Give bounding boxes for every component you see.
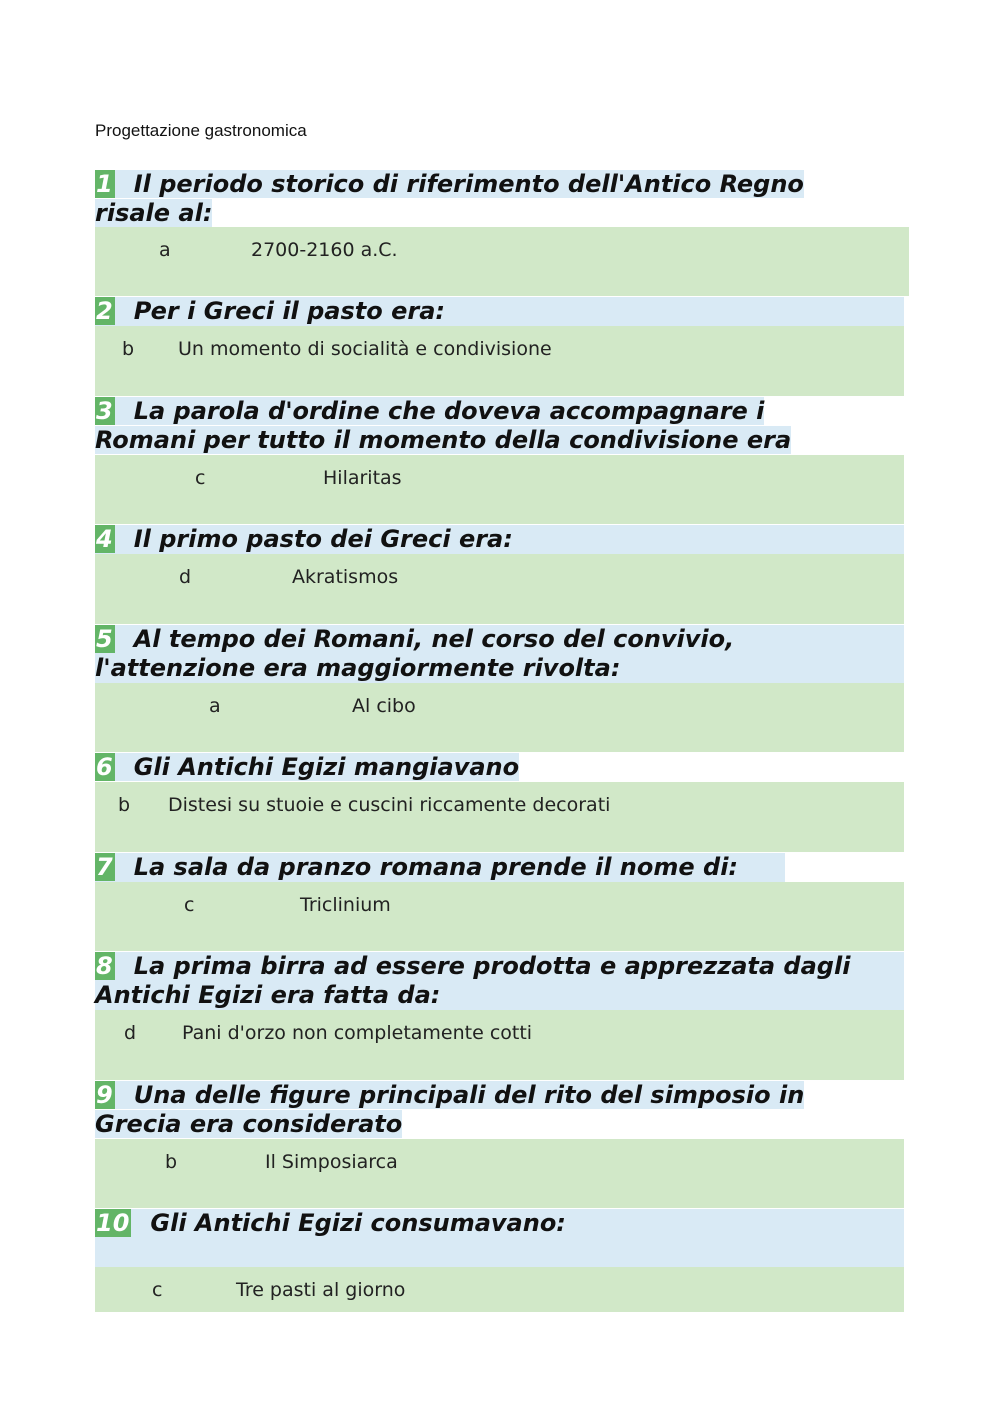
question-number: 4	[96, 525, 113, 553]
question-number: 10	[96, 1209, 130, 1237]
question-text-line1: Per i Greci il pasto era:	[133, 297, 446, 325]
question-number: 2	[96, 297, 113, 325]
answer-2	[95, 326, 904, 396]
question-10	[95, 1209, 566, 1238]
answer-letter: c	[152, 1279, 163, 1301]
answer-text: Tre pasti al giorno	[236, 1279, 406, 1301]
answer-letter: a	[209, 695, 221, 717]
question-5	[95, 625, 734, 683]
question-6	[95, 753, 519, 782]
answer-6	[95, 782, 904, 852]
question-1	[95, 170, 804, 228]
answer-text: Hilaritas	[323, 467, 402, 489]
answer-text: Akratismos	[292, 566, 399, 588]
answer-5	[95, 683, 904, 752]
question-number: 5	[96, 625, 113, 653]
question-text-line1: Gli Antichi Egizi mangiavano	[133, 753, 520, 781]
answer-3	[95, 455, 904, 524]
question-text-line1: La sala da pranzo romana prende il nome di:	[133, 853, 739, 881]
question-text-line2: Romani per tutto il momento della condivisione era	[95, 426, 792, 454]
question-number: 8	[96, 952, 113, 980]
question-text-line1: La prima birra ad essere prodotta e apprezzata dagli	[133, 952, 851, 980]
question-number: 6	[96, 753, 113, 781]
question-9	[95, 1081, 804, 1139]
question-text-line1: Gli Antichi Egizi consumavano:	[150, 1209, 566, 1237]
answer-text: Distesi su stuoie e cuscini riccamente decorati	[168, 794, 611, 816]
answer-7	[95, 882, 904, 951]
answer-letter: b	[122, 338, 135, 360]
answer-1	[95, 227, 909, 296]
question-number: 7	[96, 853, 113, 881]
answer-letter: a	[159, 239, 171, 261]
answer-letter: c	[195, 467, 206, 489]
answer-4	[95, 554, 904, 624]
question-3	[95, 397, 791, 455]
answer-letter: d	[124, 1022, 137, 1044]
question-text-line1: Una delle figure principali del rito del simposio in	[133, 1081, 805, 1109]
answer-text: 2700-2160 a.C.	[251, 239, 398, 261]
answer-text: Pani d'orzo non completamente cotti	[182, 1022, 533, 1044]
answer-letter: b	[118, 794, 131, 816]
question-text-line2: Antichi Egizi era fatta da:	[95, 981, 441, 1009]
answer-8	[95, 1010, 904, 1080]
answer-text: Un momento di socialità e condivisione	[178, 338, 552, 360]
question-text-line1: Il primo pasto dei Greci era:	[133, 525, 513, 553]
question-text-line2: risale al:	[95, 199, 213, 227]
answer-text: Al cibo	[352, 695, 416, 717]
question-text-line2: l'attenzione era maggiormente rivolta:	[95, 654, 621, 682]
question-2	[95, 297, 445, 326]
answer-10	[95, 1267, 904, 1312]
question-text-line1: Il periodo storico di riferimento dell'Antico Regno	[133, 170, 804, 198]
question-4	[95, 525, 513, 554]
answer-9	[95, 1139, 904, 1208]
question-text-line1: La parola d'ordine che doveva accompagnare i	[133, 397, 765, 425]
question-number: 1	[96, 170, 113, 198]
question-number: 9	[96, 1081, 113, 1109]
answer-letter: c	[184, 894, 195, 916]
question-8	[95, 952, 850, 1010]
document-title: Progettazione gastronomica	[95, 121, 307, 140]
answer-letter: b	[165, 1151, 178, 1173]
question-text-line2: Grecia era considerato	[95, 1110, 403, 1138]
answer-text: Triclinium	[300, 894, 391, 916]
answer-letter: d	[179, 566, 192, 588]
answer-text: Il Simposiarca	[265, 1151, 398, 1173]
question-number: 3	[96, 397, 113, 425]
question-text-line1: Al tempo dei Romani, nel corso del convivio,	[133, 625, 735, 653]
question-7	[95, 853, 738, 882]
